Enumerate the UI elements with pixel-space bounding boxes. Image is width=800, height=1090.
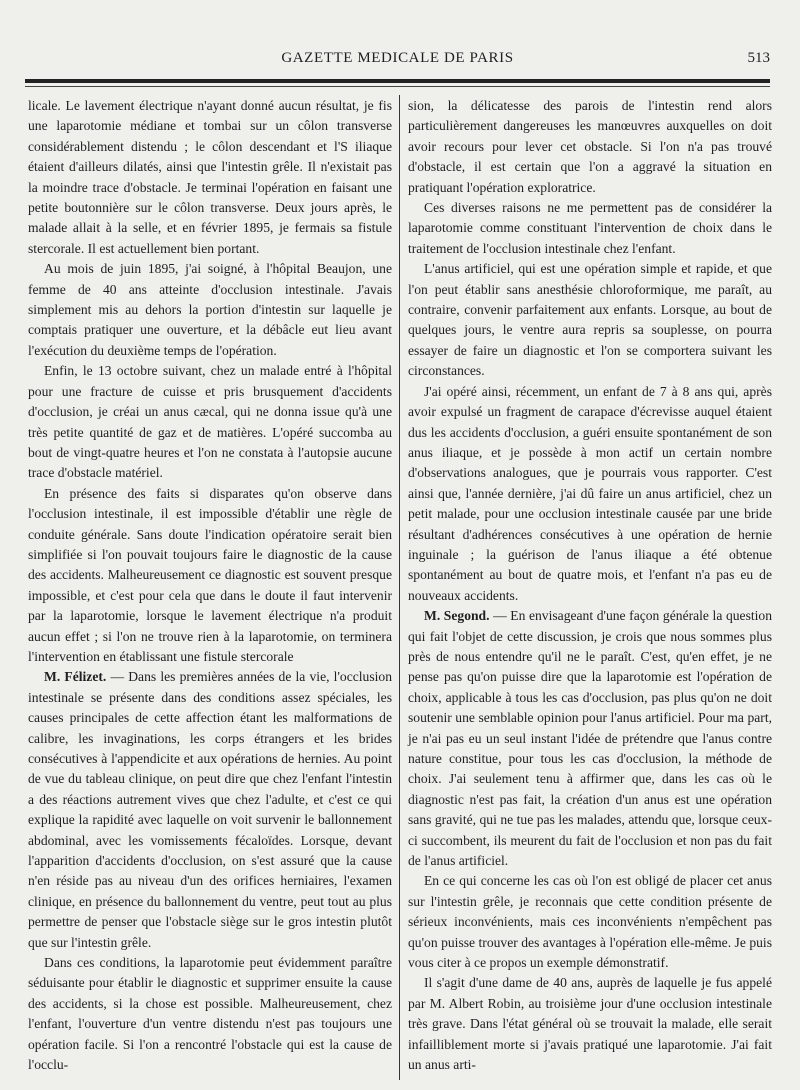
paragraph: Il s'agit d'une dame de 40 ans, auprès de laquelle je fus appelé par M. Albert Robin, au troisième jour d'une occlusion intestinale très grave. Dans l'état général où se trouvait la malade, elle serait infailliblement morte si j'avais pratiqué une laparotomie. J'ai fait un anus arti- <box>408 975 772 1073</box>
speaker-text: — Dans les premières années de la vie, l'occlusion intestinale se présente dans des conditions assez spéciales, les causes principales de cette affection étant les malformations de calibre, les invaginations, les corps étrangers et les brides consécutives à l'appendicite et aux opérations de hernies. Au point de vue du tableau clinique, on peut dire que chez l'enfant l'intestin a des réactions autrement vives que chez l'adulte, et c'est ce qui explique la rapidité avec laquelle on voit survenir le ballonnement abdominal, avec les vomissements fécaloïdes. Lorsque, devant l'apparition d'accidents d'occlusion, on s'est assuré que la cause n'en réside pas au niveau d'un des orifices herniaires, l'examen clinique, en présence du ballonnement du ventre, peut tout au plus permettre de penser que l'obstacle siège sur le gros intestin plutôt que sur l'intestin grêle. <box>28 669 393 950</box>
header-rule-thin <box>25 86 770 87</box>
column-divider <box>399 95 400 1080</box>
right-column <box>408 96 772 1076</box>
paragraph: Enfin, le 13 octobre suivant, chez un malade entré à l'hôpital pour une fracture de cuisse et pris brusquement d'accidents d'occlusion, je créai un anus cæcal, qui ne donna issue qu'à une très petite quantité de gaz et de matières. L'opéré succomba au bout de vingt-quatre heures et l'on ne constata à l'autopsie aucune trace d'obstacle matériel. <box>28 363 392 481</box>
paragraph: L'anus artificiel, qui est une opération simple et rapide, et que l'on peut établir sans anesthésie chloroformique, me paraît, au contraire, convenir parfaitement aux enfants. Lorsque, au bout de quelques jours, le ventre aura repris sa souplesse, on pourra essayer de faire un diagnostic et l'on se comportera suivant les circonstances. <box>408 261 772 379</box>
paragraph: Ces diverses raisons ne me permettent pas de considérer la laparotomie comme constituant l'intervention de choix dans le traitement de l'occlusion intestinale chez l'enfant. <box>408 200 772 256</box>
left-column <box>28 96 392 1076</box>
journal-title: GAZETTE MEDICALE DE PARIS <box>281 50 514 66</box>
paragraph: licale. Le lavement électrique n'ayant donné aucun résultat, je fis une laparotomie médiane et tombai sur un côlon transverse considérablement distendu ; le côlon descendant et l'S iliaque étaient d'ailleurs dilatés, ainsi que l'intestin grêle. Il n'existait pas la moindre trace d'obstacle. Je terminai l'opération en faisant une petite boutonnière sur le côlon transverse. Deux jours après, le malade allait à la selle, et en février 1895, je fermais sa fistule stercorale. Il est actuellement bien portant. <box>28 98 392 256</box>
paragraph: J'ai opéré ainsi, récemment, un enfant de 7 à 8 ans qui, après avoir expulsé un fragment de carapace d'écrevisse auquel étaient dus les accidents d'occlusion, a guéri ensuite spontanément de son anus iliaque, et je possède à mon actif un certain nombre d'observations analogues, que je pourrais vous rapporter. C'est ainsi que, l'année dernière, j'ai dû faire un anus artificiel, chez un petit malade, pour une occlusion intestinale causée par une bride résultant d'adhérences consécutives à une opération de hernie inguinale ; la guérison de l'anus iliaque a été obtenue spontanément au bout de quatre mois, et l'enfant n'a pas eu de nouveaux accidents. <box>408 383 772 603</box>
page-number: 513 <box>747 50 770 66</box>
speaker-paragraph <box>408 606 772 871</box>
speaker-text: — En envisageant d'une façon générale la question qui fait l'objet de cette discussion, je crois que nous sommes plus près de nous entendre qu'il ne le paraît. C'est, qu'en effet, je ne pense pas qu'on puisse dire que la laparotomie est l'opération de choix, applicable à tous les cas d'occlusion, pas plus qu'on ne doit soutenir une semblable opinion pour l'anus artificiel. Pour ma part, je n'ai pas eu un seul instant l'idée de prétendre que l'anus contre nature constitue, pour tous les cas d'occlusion, la méthode de choix. J'ai seulement tenu à affirmer que, dans les cas où le diagnostic n'est pas fait, la création d'un anus est une opération sans gravité, qui ne tue pas les malades, attendu que, lorsque ceux-ci succombent, ils meurent du fait de l'occlusion et non pas du fait de l'anus artificiel. <box>408 608 773 869</box>
speaker-name: M. Félizet. <box>44 669 107 685</box>
speaker-paragraph <box>28 667 392 953</box>
paragraph: sion, la délicatesse des parois de l'intestin rend alors particulièrement dangereuses les manœuvres auxquelles on doit avoir recours pour lever cet obstacle. Si l'on n'a pas trouvé d'obstacle, il est certain que l'on a aggravé la situation en pratiquant l'opération exploratrice. <box>408 98 772 195</box>
speaker-name: M. Segond. <box>424 608 490 624</box>
paragraph: Dans ces conditions, la laparotomie peut évidemment paraître séduisante pour établir le diagnostic et supprimer ensuite la cause des accidents, si la chose est possible. Malheureusement, chez l'enfant, l'ouverture d'un ventre distendu n'est pas toujours une opération facile. Si l'on a rencontré l'obstacle qui est la cause de l'occlu- <box>28 955 392 1073</box>
paragraph: En présence des faits si disparates qu'on observe dans l'occlusion intestinale, il est impossible d'établir une règle de conduite générale. Sans doute l'indication opératoire serait bien simplifiée si l'on pouvait toujours faire le diagnostic de la cause des accidents. Malheureusement ce diagnostic est souvent presque impossible, et c'est pour cela que dans le doute il faut intervenir par la laparotomie, lorsque le lavement électrique n'a produit aucun effet ; si l'on ne trouve rien à la laparotomie, on terminera l'intervention en établissant une fistule stercorale <box>28 485 392 664</box>
page-header <box>25 50 770 72</box>
paragraph: Au mois de juin 1895, j'ai soigné, à l'hôpital Beaujon, une femme de 40 ans atteinte d'occlusion intestinale. J'avais simplement mis au dehors la portion d'intestin sur laquelle je comptais pratiquer une ouverture, et la débâcle eut lieu avant l'exécution du deuxième temps de l'opération. <box>28 261 392 358</box>
paragraph: En ce qui concerne les cas où l'on est obligé de placer cet anus sur l'intestin grêle, je reconnais que cette condition présente de sérieux inconvénients, mais ces inconvénients n'empêchent pas qu'on puisse trouver des avantages à l'opération elle-même. Je puis vous citer à ce propos un exemple démonstratif. <box>408 873 772 971</box>
header-rule-thick <box>25 79 770 83</box>
